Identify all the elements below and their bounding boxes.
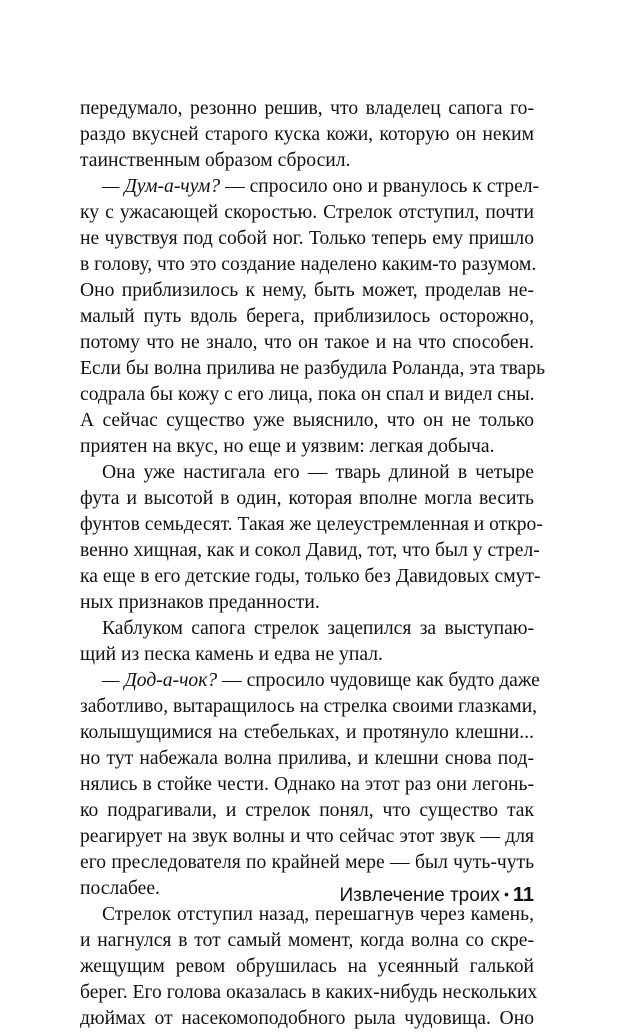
- line-text: жещущим ревом обрушилась на усеянный галькой: [80, 956, 534, 977]
- text-line: [80, 668, 540, 694]
- text-line: [80, 980, 538, 1006]
- dialogue-quote: — Дод-а-чок?: [102, 670, 218, 691]
- text-line: [80, 408, 534, 434]
- line-text: ку с ужасающей скоростью. Стрелок отступил, почти: [80, 202, 534, 223]
- line-text: раздо вкусней старого куска кожи, которую он неким: [80, 124, 534, 145]
- line-text: потому что не знало, что он такое и на что способен.: [80, 332, 534, 353]
- text-line: [80, 148, 534, 174]
- text-line: [80, 278, 534, 304]
- line-text: ко подрагивали, и стрелок понял, что существо так: [80, 800, 534, 821]
- line-text: — спросило оно и рванулось к стрел-: [220, 176, 540, 197]
- line-text: таинственным образом сбросил.: [80, 150, 351, 171]
- line-text: его преследователя по крайней мере — был чуть-чуть: [80, 852, 534, 873]
- line-text: берег. Его голова оказалась в каких-нибудь нескольких: [80, 982, 538, 1003]
- text-line: [80, 304, 534, 330]
- line-text: А сейчас существо уже выяснило, что он не только: [80, 410, 534, 431]
- line-text: Каблуком сапога стрелок зацепился за выступаю-: [102, 618, 534, 639]
- line-text: малый путь вдоль берега, приблизилось осторожно,: [80, 306, 534, 327]
- text-line: [80, 564, 541, 590]
- text-line: [80, 928, 534, 954]
- line-text: заботливо, вытаращилось на стрелка своими глазками,: [80, 696, 538, 717]
- text-line: [80, 616, 534, 642]
- line-text: реагирует на звук волны и что сейчас этот звук — для: [80, 826, 534, 847]
- line-text: Она уже настигала его — тварь длиной в четыре: [102, 462, 534, 483]
- line-text: Оно приблизилось к нему, быть может, проделав не-: [80, 280, 534, 301]
- text-line: [80, 954, 534, 980]
- line-text: дюймах от насекомоподобного рыла чудовища. Оно: [80, 1008, 534, 1029]
- line-text: передумало, резонно решив, что владелец сапога го-: [80, 98, 534, 119]
- text-line: [80, 226, 534, 252]
- text-line: [80, 746, 534, 772]
- text-line: [80, 642, 534, 668]
- text-line: [80, 694, 538, 720]
- text-line: [80, 512, 543, 538]
- text-line: [80, 200, 534, 226]
- line-text: в голову, что это создание наделено каким-то разумом.: [80, 254, 537, 275]
- text-line: [80, 174, 540, 200]
- line-text: фунтов семьдесят. Такая же целеустремленная и откро-: [80, 514, 543, 535]
- text-line: [80, 356, 546, 382]
- text-line: [80, 460, 534, 486]
- line-text: ных признаков преданности.: [80, 592, 320, 613]
- line-text: приятен на вкус, но еще и уязвим: легкая добыча.: [80, 436, 495, 457]
- line-text: нялись в стойке чести. Однако на этот раз они легонь-: [80, 774, 534, 795]
- text-line: [80, 798, 534, 824]
- text-line: [80, 720, 534, 746]
- text-line: [80, 434, 534, 460]
- line-text: Стрелок отступил назад, перешагнув через камень,: [102, 904, 534, 925]
- line-text: но тут набежала волна прилива, и клешни снова под-: [80, 748, 534, 769]
- text-line: [80, 96, 534, 122]
- line-text: — спросило чудовище как будто даже: [217, 670, 540, 691]
- line-text: и нагнулся в тот самый момент, когда волна со скре-: [80, 930, 534, 951]
- line-text: фута и высотой в один, которая вполне могла весить: [80, 488, 534, 509]
- line-text: Если бы волна прилива не разбудила Роланда, эта тварь: [80, 358, 546, 379]
- text-line: [80, 538, 540, 564]
- text-line: [80, 330, 534, 356]
- page-number: 11: [512, 884, 534, 906]
- line-text: венно хищная, как и сокол Давид, тот, что был у стрел-: [80, 540, 540, 561]
- line-text: содрала бы кожу с его лица, пока он спал и видел сны.: [80, 384, 535, 405]
- text-line: [80, 486, 534, 512]
- text-line: [80, 590, 534, 616]
- text-line: [80, 382, 534, 408]
- text-line: [80, 122, 534, 148]
- page-footer: [250, 884, 534, 907]
- text-line: [80, 1006, 534, 1032]
- line-text: колышущимися на стебельках, и протянуло клешни...: [80, 722, 534, 743]
- text-line: [80, 824, 534, 850]
- line-text: ка еще в его детские годы, только без Давидовых смут-: [80, 566, 541, 587]
- running-title: Извлечение троих: [339, 885, 500, 906]
- line-text: щий из песка камень и едва не упал.: [80, 644, 383, 665]
- text-line: [80, 252, 537, 278]
- line-text: не чувствуя под собой ног. Только теперь ему пришло: [80, 228, 534, 249]
- dialogue-quote: — Дум-а-чум?: [102, 176, 221, 197]
- text-line: [80, 850, 534, 876]
- line-text: послабее.: [80, 878, 160, 899]
- text-line: [80, 772, 534, 798]
- footer-bullet: •: [503, 886, 509, 902]
